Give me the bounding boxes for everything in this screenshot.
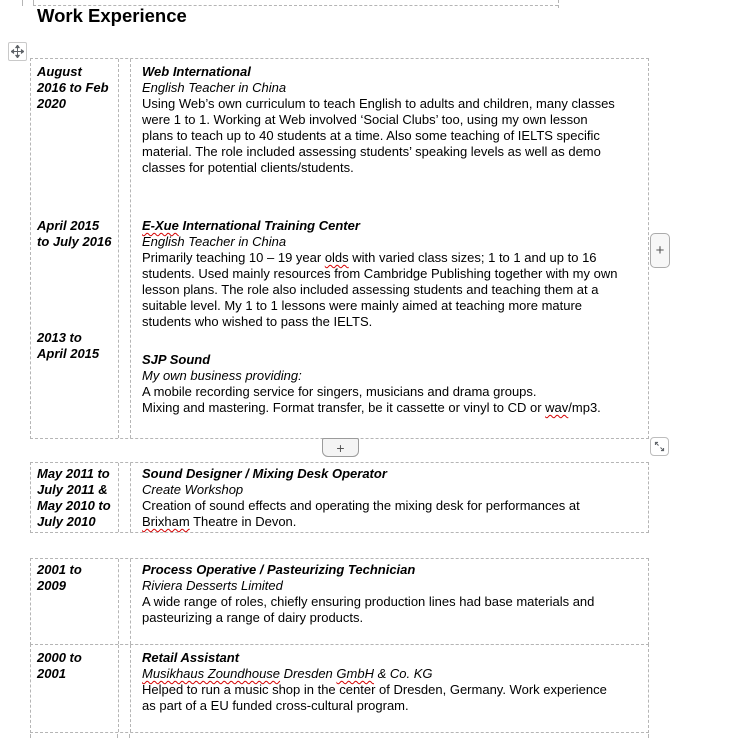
date-line[interactable]: 2001 (37, 666, 66, 681)
column-divider (130, 645, 131, 732)
table-resize-handle[interactable] (650, 437, 669, 456)
table-border (558, 0, 559, 8)
job-body-line[interactable] (142, 298, 647, 314)
text-segment: International Training Center (178, 218, 360, 233)
text-segment: lesson plans. The role also included assessing students and teaching them at a (142, 282, 599, 297)
text-segment: Helped to run a music shop in the center of Dresden, Germany. Work experience (142, 682, 607, 697)
text-segment: Using Web’s own curriculum to teach English to adults and children, many classes (142, 96, 615, 111)
job-subtitle[interactable] (142, 666, 647, 682)
job-title[interactable] (142, 218, 647, 234)
section-heading[interactable]: Work Experience (37, 5, 187, 26)
text-segment: & Co. KG (373, 666, 433, 681)
job-body-line[interactable] (142, 266, 647, 282)
text-segment: Create Workshop (142, 482, 244, 497)
text-segment: Process Operative / Pasteurizing Technician (142, 562, 416, 577)
job-entry[interactable] (142, 64, 647, 176)
job-title[interactable] (142, 562, 647, 578)
date-range[interactable] (37, 466, 123, 530)
text-segment: Web International (142, 64, 251, 79)
job-title[interactable] (142, 650, 647, 666)
date-line[interactable]: 2009 (37, 578, 66, 593)
job-body-line[interactable] (142, 698, 647, 714)
job-body-line[interactable] (142, 498, 647, 514)
job-subtitle[interactable] (142, 234, 647, 250)
misspelled-word: olds (324, 250, 349, 265)
misspelled-word: E-Xue (142, 218, 179, 233)
date-line[interactable]: July 2010 (37, 514, 96, 529)
date-line[interactable]: April 2015 (37, 346, 100, 361)
job-title[interactable] (142, 352, 647, 368)
job-entry[interactable] (142, 352, 647, 416)
date-range[interactable] (37, 562, 123, 594)
job-body-line[interactable] (142, 594, 647, 610)
job-title[interactable] (142, 64, 647, 80)
move-icon (11, 45, 24, 58)
job-entry[interactable] (142, 466, 647, 530)
text-segment: Riviera Desserts Limited (142, 578, 283, 593)
date-line[interactable]: to July 2016 (37, 234, 112, 249)
column-divider (130, 463, 131, 532)
text-segment: /mp3. (568, 400, 601, 415)
diagonal-resize-icon (653, 440, 666, 453)
misspelled-word: Musikhaus Zoundhouse (142, 666, 281, 681)
date-line[interactable]: 2013 to (37, 330, 82, 345)
job-body-line[interactable] (142, 384, 647, 400)
job-title[interactable] (142, 466, 647, 482)
text-segment: students who wished to pass the IELTS. (142, 314, 373, 329)
job-column (142, 562, 647, 626)
date-line[interactable]: July 2011 & (37, 482, 108, 497)
job-body-line[interactable] (142, 314, 647, 330)
table-border (22, 0, 23, 6)
date-line[interactable]: May 2011 to (37, 466, 110, 481)
job-entry[interactable] (142, 218, 647, 330)
text-segment: Retail Assistant (142, 650, 240, 665)
job-subtitle[interactable] (142, 482, 647, 498)
text-segment: SJP Sound (142, 352, 211, 367)
job-column (142, 466, 647, 530)
text-segment: material. The role included assessing students’ speaking levels as well as demo (142, 144, 601, 159)
date-line[interactable]: 2000 to (37, 650, 82, 665)
job-entry[interactable] (142, 562, 647, 626)
job-body-line[interactable] (142, 112, 647, 128)
text-segment: suitable level. My 1 to 1 lessons were mainly aimed at teaching more mature (142, 298, 583, 313)
text-segment: Sound Designer / Mixing Desk Operator (142, 466, 387, 481)
job-column (142, 650, 647, 714)
text-segment: English Teacher in China (142, 80, 287, 95)
table-border (648, 734, 649, 738)
text-segment: Creation of sound effects and operating the mixing desk for performances at (142, 498, 580, 513)
text-segment: English Teacher in China (142, 234, 287, 249)
job-column (142, 64, 647, 416)
text-segment: A wide range of roles, chiefly ensuring production lines had base materials and (142, 594, 595, 609)
job-body-line[interactable] (142, 160, 647, 176)
date-line[interactable]: 2001 to (37, 562, 82, 577)
misspelled-word: wav (545, 400, 569, 415)
text-segment: classes for potential clients/students. (142, 160, 354, 175)
date-range[interactable] (37, 650, 123, 682)
date-range[interactable] (37, 330, 123, 362)
date-line[interactable]: May 2010 to (37, 498, 111, 513)
date-range[interactable] (37, 64, 123, 112)
date-column (37, 562, 123, 594)
job-body-line[interactable] (142, 250, 647, 266)
job-body-line[interactable] (142, 282, 647, 298)
table-border (117, 734, 118, 738)
text-segment: students. Used mainly resources from Cambridge Publishing together with my own (142, 266, 618, 281)
date-line[interactable]: April 2015 (37, 218, 100, 233)
misspelled-word: Brixham (142, 514, 190, 529)
misspelled-word: GmbH (336, 666, 374, 681)
job-entry[interactable] (142, 650, 647, 714)
date-line[interactable]: 2020 (37, 96, 66, 111)
text-segment: A mobile recording service for singers, musicians and drama groups. (142, 384, 537, 399)
table-border (30, 734, 31, 738)
text-segment: with varied class sizes; 1 to 1 and up to 16 (348, 250, 597, 265)
text-segment: Dresden (280, 666, 337, 681)
date-column (37, 64, 123, 362)
job-body-line[interactable] (142, 144, 647, 160)
job-body-line[interactable] (142, 96, 647, 112)
job-subtitle[interactable] (142, 578, 647, 594)
text-segment: as part of a EU funded cross-cultural program. (142, 698, 409, 713)
text-segment: plans to teach up to 40 students at a time. Also some teaching of IELTS specific (142, 128, 600, 143)
table-drag-handle[interactable] (8, 42, 27, 61)
table-border (129, 734, 130, 738)
text-segment: pasteurizing a range of dairy products. (142, 610, 364, 625)
job-subtitle[interactable] (142, 80, 647, 96)
job-body-line[interactable] (142, 400, 647, 416)
job-subtitle[interactable] (142, 368, 647, 384)
text-segment: were 1 to 1. Working at Web involved ‘Social Clubs’ too, using my own lesson (142, 112, 588, 127)
text-segment: Mixing and mastering. Format transfer, be it cassette or vinyl to CD or (142, 400, 546, 415)
date-line[interactable]: August (37, 64, 82, 79)
text-segment: Theatre in Devon. (189, 514, 297, 529)
job-body-line[interactable] (142, 514, 647, 530)
text-segment: My own business providing: (142, 368, 302, 383)
date-range[interactable] (37, 218, 123, 250)
add-row-button[interactable]: + (322, 438, 359, 457)
job-body-line[interactable] (142, 682, 647, 698)
column-divider (130, 559, 131, 644)
date-column (37, 650, 123, 682)
add-column-button[interactable]: + (650, 233, 670, 268)
column-divider (130, 59, 131, 438)
job-body-line[interactable] (142, 610, 647, 626)
date-column (37, 466, 123, 530)
date-line[interactable]: 2016 to Feb (37, 80, 109, 95)
job-body-line[interactable] (142, 128, 647, 144)
text-segment: Primarily teaching 10 – 19 year (142, 250, 325, 265)
